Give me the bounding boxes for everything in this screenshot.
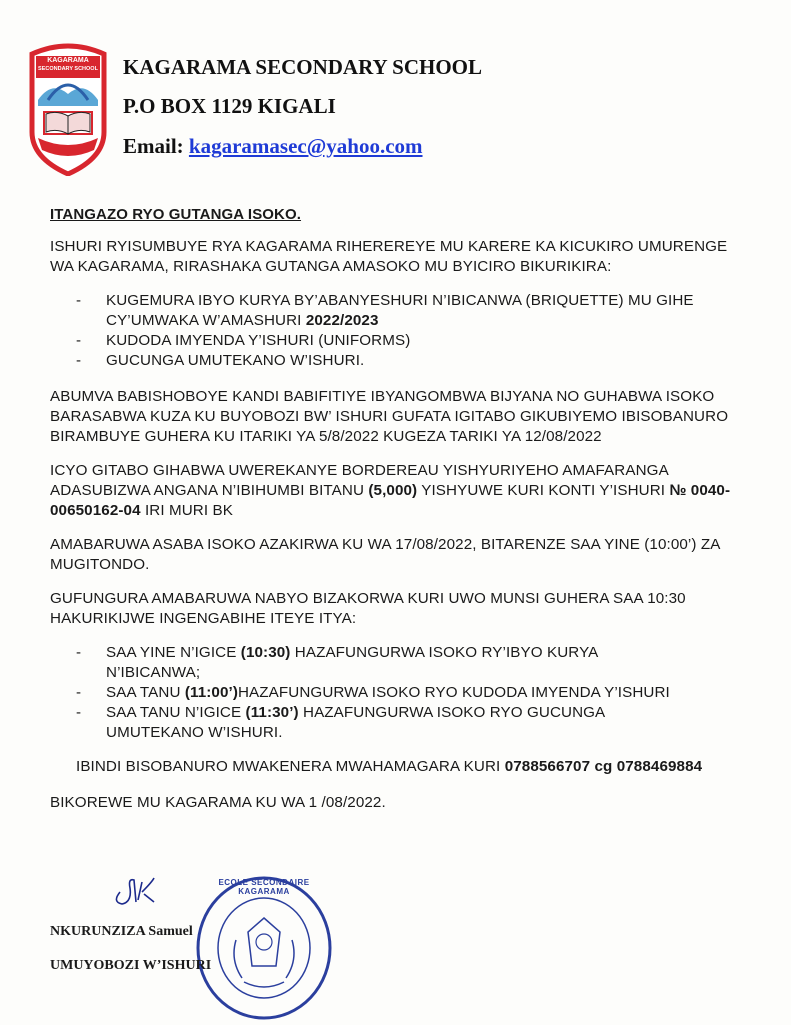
logo-text-top: KAGARAMA	[47, 57, 89, 64]
school-name: KAGARAMA SECONDARY SCHOOL	[123, 55, 483, 79]
list-item: - KUDODA IMYENDA Y’ISHURI (UNIFORMS)	[76, 331, 750, 351]
list-item: - SAA TANU (11:00’)HAZAFUNGURWA ISOKO RYO KUDODA IMYENDA Y’ISHURI	[76, 683, 696, 703]
paragraph-4: AMABARUWA ASABA ISOKO AZAKIRWA KU WA 17/08/2022, BITARENZE SAA YINE (10:00’) ZA MUGITONDO.	[50, 536, 720, 573]
list-item: - KUGEMURA IBYO KURYA BY’ABANYESHURI N’IBICANWA (BRIQUETTE) MU GIHE CY’UMWAKA W’AMASHURI 2022/2023	[76, 291, 750, 331]
signatory-role: UMUYOBOZI W’ISHURI	[50, 958, 212, 973]
school-pobox: P.O BOX 1129 KIGALI	[123, 94, 336, 118]
paragraph-7: BIKOREWE MU KAGARAMA KU WA 1 /08/2022.	[50, 794, 386, 811]
email-link[interactable]: kagaramasec@yahoo.com	[188, 134, 423, 158]
notice-title: ITANGAZO RYO GUTANGA ISOKO.	[50, 206, 302, 223]
official-stamp	[194, 870, 334, 1020]
email-label: Email:	[123, 134, 184, 158]
school-email-line	[123, 134, 423, 159]
school-logo	[22, 40, 114, 176]
logo-text-mid: SECONDARY SCHOOL	[38, 66, 98, 72]
paragraph-6: IBINDI BISOBANURO MWAKENERA MWAHAMAGARA KURI 0788566707 cg 0788469884	[76, 758, 703, 775]
tender-list	[76, 291, 750, 371]
schedule-list	[76, 643, 696, 743]
paragraph-2: ABUMVA BABISHOBOYE KANDI BABIFITIYE IBYANGOMBWA BIJYANA NO GUHABWA ISOKO BARASABWA KUZA KU BUYOBOZI BW’ ISHURI GUFATA IGITABO GIKUBIYEMO IBISOBANURO BIRAMBUYE GUHERA KU ITARIKI YA 5/8/2022 KUGEZA TARIKI YA 12/08/2022	[50, 388, 729, 445]
notice-body	[50, 205, 750, 813]
intro-paragraph: ISHURI RYISUMBUYE RYA KAGARAMA RIHEREREYE MU KARERE KA KICUKIRO UMURENGE WA KAGARAMA, RIRASHAKA GUTANGA AMASOKO MU BYICIRO BIKURIKIRA:	[50, 238, 728, 275]
paragraph-5: GUFUNGURA AMABARUWA NABYO BIZAKORWA KURI UWO MUNSI GUHERA SAA 10:30 HAKURIKIJWE INGENGABIHE ITEYE ITYA:	[50, 590, 686, 627]
list-item: - SAA TANU N’IGICE (11:30’) HAZAFUNGURWA ISOKO RYO GUCUNGA UMUTEKANO W’ISHURI.	[76, 703, 696, 743]
stamp-text: ECOLE SECONDAIRE KAGARAMA	[218, 878, 310, 896]
signature-scribble	[108, 872, 168, 912]
signatory-name: NKURUNZIZA Samuel	[50, 924, 193, 939]
paragraph-3: ICYO GITABO GIHABWA UWEREKANYE BORDEREAU YISHYURIYEHO AMAFARANGA ADASUBIZWA ANGANA N’IBIHUMBI BITANU (5,000) YISHYUWE KURI KONTI Y’ISHURI № 0040-00650162-04 IRI MURI BK	[50, 462, 731, 519]
list-item: - SAA YINE N’IGICE (10:30) HAZAFUNGURWA ISOKO RY’IBYO KURYA N’IBICANWA;	[76, 643, 696, 683]
list-item: - GUCUNGA UMUTEKANO W’ISHURI.	[76, 351, 750, 371]
